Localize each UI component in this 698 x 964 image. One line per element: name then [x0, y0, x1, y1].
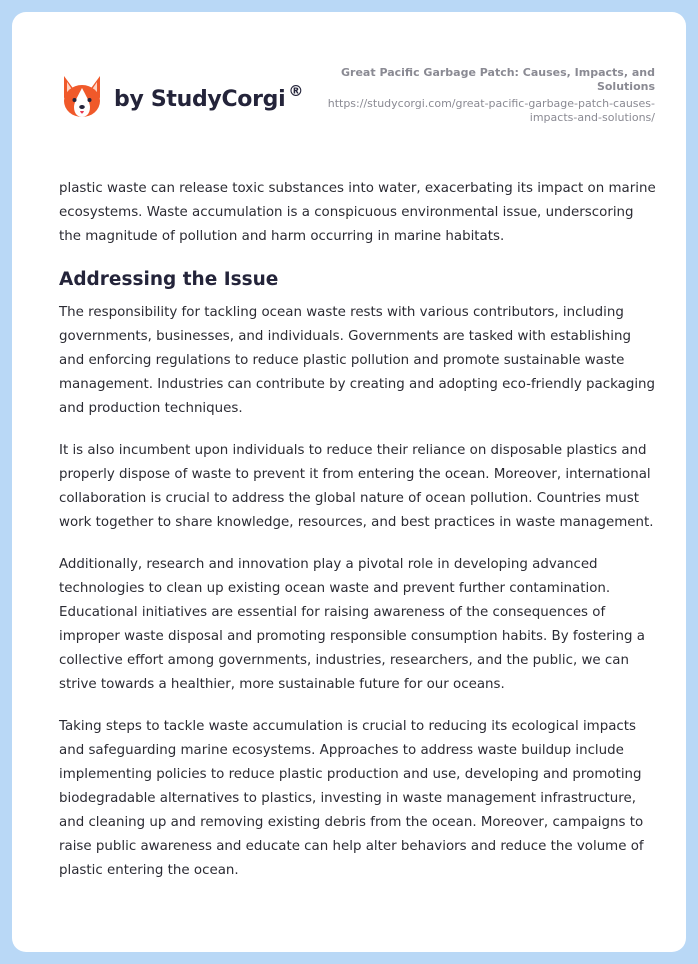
corgi-logo-icon — [60, 74, 104, 120]
document-body — [59, 177, 659, 901]
studycorgi-logo[interactable] — [60, 74, 303, 120]
registered-mark: ® — [288, 81, 304, 100]
brand-name: by StudyCorgi ® — [114, 81, 304, 112]
intro-paragraph: plastic waste can release toxic substances into water, exacerbating its impact on marine ecosystems. Waste accumulation is a conspicuous environmental issue, underscoring the magnitude of pollution and harm occurring in marine habitats. — [59, 181, 656, 244]
body-paragraph: It is also incumbent upon individuals to reduce their reliance on disposable plastics and properly dispose of waste to prevent it from entering the ocean. Moreover, international collaboration is crucial to address the global nature of ocean pollution. Countries must work together to share knowledge, resources, and best practices in waste management. — [59, 443, 654, 530]
body-paragraph: The responsibility for tackling ocean waste rests with various contributors, including governments, businesses, and individuals. Governments are tasked with establishing and enforcing regulations to reduce plastic pollution and promote sustainable waste management. Industries can contribute by creating and adopting eco-friendly packaging and production techniques. — [59, 305, 656, 416]
document-header — [12, 12, 686, 152]
document-url[interactable]: https://studycorgi.com/great-pacific-garbage-patch-causes-impacts-and-solutions/ — [327, 97, 655, 124]
section-heading: Addressing the Issue — [59, 269, 279, 290]
document-title: Great Pacific Garbage Patch: Causes, Impacts, and Solutions — [341, 66, 655, 93]
document-meta — [315, 66, 655, 125]
document-card — [12, 12, 686, 952]
body-paragraph: Taking steps to tackle waste accumulation is crucial to reducing its ecological impacts and safeguarding marine ecosystems. Approaches to address waste buildup include implementing policies to reduce plastic production and use, developing and promoting biodegradable alternatives to plastics, investing in waste management infrastructure, and cleaning up and removing existing debris from the ocean. Moreover, campaigns to raise public awareness and educate can help alter behaviors and reduce the volume of plastic entering the ocean. — [59, 719, 644, 878]
body-paragraph: Additionally, research and innovation play a pivotal role in developing advanced technologies to clean up existing ocean waste and prevent further contamination. Educational initiatives are essential for raising awareness of the consequences of improper waste disposal and promoting responsible consumption habits. By fostering a collective effort among governments, industries, researchers, and the public, we can strive towards a healthier, more sustainable future for our oceans. — [59, 557, 645, 692]
